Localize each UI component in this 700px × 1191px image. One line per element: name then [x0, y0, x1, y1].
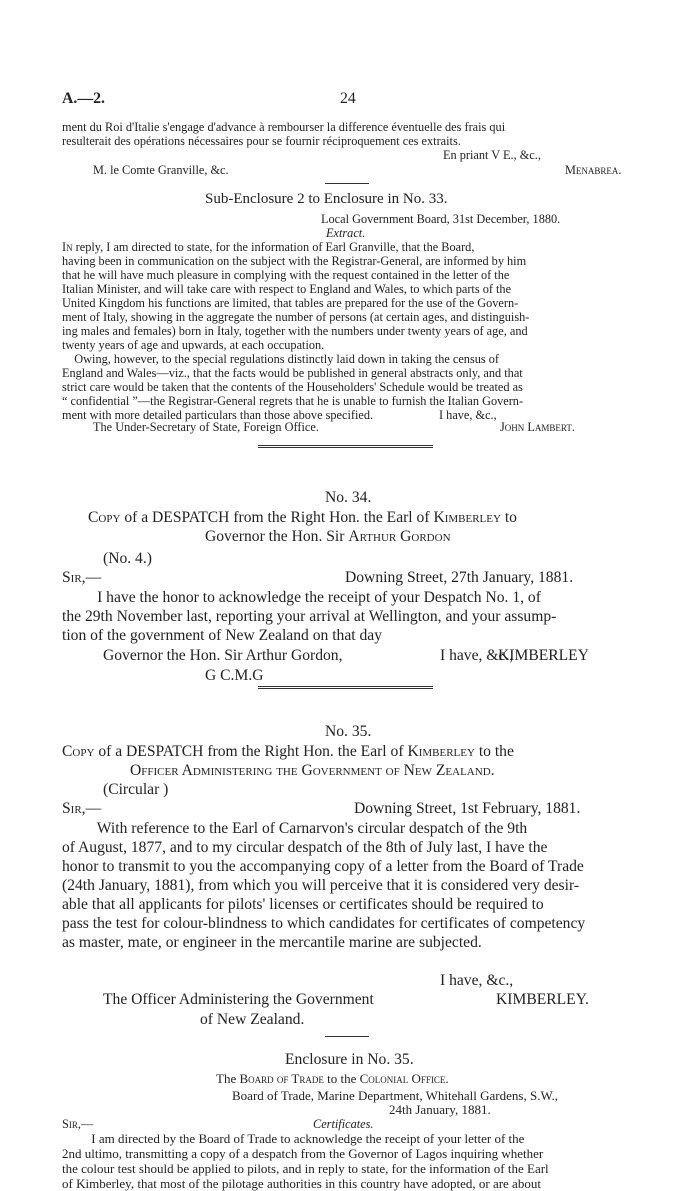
despatch-35-body: With reference to the Earl of Carnarvon's circular despatch of the 9th — [62, 820, 528, 837]
enclosure-salutation: Sir,— — [62, 1117, 94, 1131]
enclosure-subject: Certificates. — [313, 1117, 374, 1131]
french-closing: En priant V E., &c., — [443, 148, 541, 162]
despatch-35-salutation: Sir,— — [62, 800, 102, 817]
despatch-35-signature: KIMBERLEY. — [496, 991, 589, 1008]
despatch-35-title: Copy of a DESPATCH from the Right Hon. the Earl of Kimberley to the — [62, 743, 514, 760]
sub-enclosure-body-last: ment with more detailed particulars than those above specified. — [62, 408, 374, 422]
despatch-34-addressee: Governor the Hon. Sir Arthur Gordon, — [103, 647, 343, 664]
enclosure-heading: Enclosure in No. 35. — [285, 1051, 414, 1068]
despatch-34-title: Copy of a DESPATCH from the Right Hon. the Earl of Kimberley to — [88, 509, 517, 526]
separator-short-2 — [325, 1036, 369, 1037]
french-line-1: ment du Roi d'Italie s'engage d'advance à rembourser la difference éventuelle des frais qui — [62, 120, 506, 134]
despatch-34-closing: I have, &c., — [440, 647, 514, 664]
despatch-34-number: No. 34. — [325, 489, 372, 506]
sub-enclosure-heading: Sub-Enclosure 2 to Enclosure in No. 33. — [205, 191, 448, 207]
enclosure-date: 24th January, 1881. — [389, 1102, 491, 1117]
despatch-35-dateline: Downing Street, 1st February, 1881. — [354, 800, 581, 817]
sub-enclosure-extract-label: Extract. — [326, 226, 366, 240]
page-section-label: A.—2. — [62, 90, 106, 107]
separator-rule — [258, 445, 433, 448]
despatch-35-addressee: The Officer Administering the Government — [103, 991, 374, 1008]
french-signature: Menabrea. — [565, 163, 622, 177]
separator-rule-2 — [258, 686, 433, 689]
despatch-35-closing: I have, &c., — [440, 972, 514, 989]
page-number: 24 — [340, 90, 356, 107]
despatch-34-salutation: Sir,— — [62, 569, 102, 586]
enclosure-body: I am directed by the Board of Trade to acknowledge the receipt of your letter of the — [62, 1131, 525, 1146]
separator-short — [325, 183, 369, 184]
french-addressee: M. le Comte Granville, &c. — [93, 163, 229, 177]
despatch-35-ref: (Circular ) — [103, 781, 169, 798]
french-line-2: resulterait des opérations nécessaires pour se fournir réciproquement ces extraits. — [62, 134, 461, 148]
enclosure-route: The Board of Trade to the Colonial Office. — [216, 1071, 449, 1086]
sub-enclosure-signature: John Lambert. — [500, 420, 575, 434]
despatch-34-addressee-honours: G C.M.G — [205, 667, 264, 684]
sub-enclosure-dateline: Local Government Board, 31st December, 1880. — [321, 212, 561, 226]
sub-enclosure-closing: I have, &c., — [439, 408, 497, 422]
despatch-35-addressee-2: of New Zealand. — [200, 1011, 305, 1028]
despatch-34-dateline: Downing Street, 27th January, 1881. — [345, 569, 574, 586]
document-page: A.—2. 24 ment du Roi d'Italie s'engage d'advance à rembourser la difference éventuelle des frais qui resulterait des opérations nécessaires pour se fournir réciproquement ces extraits. En priant V E., &c., M. le Comte Granville, &c. Menabrea. Sub-Enclosure 2 to Enclosure in No. 33. Local Government Board, 31st December, 1880. Extract. In reply, I am directed to state, for the information of Earl Granville, that the Board, having been in communication on the subject with the Registrar-General, are informed by him that he will have much pleasure in complying with the request contained in the letter of the Italian Minister, and will take care with respect to England and Wales, to which parts of the United Kingdom his functions are limited, that tables are prepared for the use of the Govern- ment of Italy, showing in the aggregate the number of persons (at certain ages, and distinguish- ing males and females) born in Italy, together with the numbers under twenty years of age, and twenty years of age and upwards, at each occupation. Owing, however, to the special regulations distinctly laid down in taking the census of England and Wales—viz., that the facts would be published in general abstracts only, and that strict care would be taken that the contents of the Householders' Schedule would be treated as “ confidential ”—the Registrar-General regrets that he is unable to furnish the Italian Govern- I have, &c., The Under-Secretary of State, Foreign Office. John Lambert. No. 34. Copy of a DESPATCH from the Right Hon. the Earl of Kimberley to Governor the Hon. Sir Arthur Gordon (No. 4.) Sir,— Downing Street, 27th January, 1881. I have the honor to acknowledge the receipt of your Despatch No. 1, of the 29th November last, reporting your arrival at Wellington, and your assump- tion of the government of New Zealand on that day I have, &c., Governor the Hon. Sir Arthur Gordon, KIMBERLEY G C.M.G No. 35. Copy of a DESPATCH from the Right Hon. the Earl of Kimberley to the Officer Administering the Government of New Zealand. (Circular ) Sir,— Downing Street, 1st February, 1881. With reference to the Earl of Carnarvon's circular despatch of the 9th of August, 1877, and to my circular despatch of the 8th of July last, I have the honor to transmit to you the accompanying copy of a letter from the Board of Trade (24th January, 1881), from which you will perceive that it is considered very desir- able that all applicants for pilots' licenses or certificates should be required to pass the test for colour-blindness to which candidates for certificates of competency as master, mate, or engineer in the mercantile marine are subjected. I have, &c., The Officer Administering the Government KIMBERLEY. of New Zealand. Enclosure in No. 35. The Board of Trade to the Colonial Office. Board of Trade, Marine Department, Whitehall Gardens, S.W., 24th January, 1881. Sir,— Certificates. I am directed by the Board of Trade to acknowledge the receipt of your letter of the 2nd ultimo, transmitting a copy of a despatch from the Governor of Lagos inquiring whether the colour test should be applied to pilots, and in reply to state, for the information of the Earl of Kimberley, that most of the pilotage authorities in this country have adopted, or are about ment with more detailed particulars than those above specified. — [0, 0, 700, 1190]
enclosure-address: Board of Trade, Marine Department, Whitehall Gardens, S.W., — [232, 1088, 559, 1103]
despatch-34-ref: (No. 4.) — [103, 550, 152, 567]
sub-enclosure-addressee: The Under-Secretary of State, Foreign Office. — [93, 420, 319, 434]
sub-enclosure-body: In reply, I am directed to state, for the information of Earl Granville, that the Board, — [62, 240, 475, 254]
despatch-34-signature: KIMBERLEY — [498, 647, 589, 664]
despatch-35-number: No. 35. — [325, 723, 372, 740]
despatch-34-body: I have the honor to acknowledge the receipt of your Despatch No. 1, of — [62, 589, 541, 606]
